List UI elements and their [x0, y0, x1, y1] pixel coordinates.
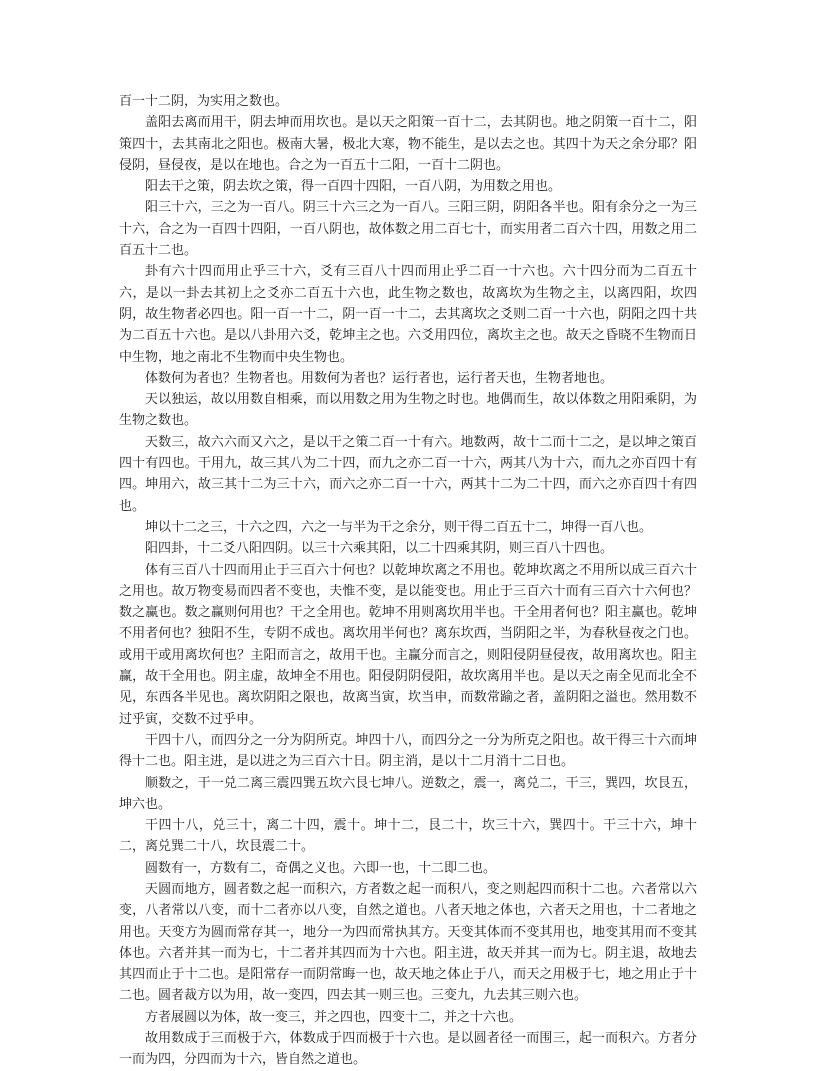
paragraph-4: 阳三十六，三之为一百八。阴三十六三之为一百八。三阳三阴，阴阳各半也。阳有余分之一为三十六，合之为一百四十四阳，一百八阴也，故体数之用二百七十，而实用者二百六十四，用数之用二百五十二也。 — [119, 200, 697, 259]
paragraph-10: 阳四卦，十二爻八阳四阴。以三十六乘其阳，以二十四乘其阴，则三百八十四也。 — [145, 541, 614, 557]
paragraph-2: 盖阳去离而用干，阴去坤而用坎也。是以天之阳策一百十二，去其阴也。地之阴策一百十二，阳策四十，去其南北之阳也。极南大暑，极北大寒，物不能生，是以去之也。其四十为天之余分耶？阳侵阴，昼侵夜，是以在地也。合之为一百五十二阳，一百十二阴也。 — [119, 115, 697, 173]
paragraph-7: 天以独运，故以用数自相乘，而以用数之用为生物之时也。地偶而生，故以体数之用阳乘阴，为生物之数也。 — [119, 392, 697, 429]
paragraph-18: 故用数成于三而极于六，体数成于四而极于十六也。是以圆者径一而围三，起一而积六。方者分一而为四，分四而为十六，皆自然之道也。 — [119, 1031, 697, 1068]
paragraph-3: 阳去干之策，阴去坎之策，得一百四十四阳，一百八阴，为用数之用也。 — [145, 179, 562, 195]
paragraph-6: 体数何为者也？生物者也。用数何为者也？运行者也，运行者天也，生物者地也。 — [145, 370, 614, 386]
paragraph-12: 干四十八，而四分之一分为阴所克。坤四十八，而四分之一分为所克之阳也。故干得三十六而坤得十二也。阳主进，是以进之为三百六十日。阴主消，是以十二月消十二日也。 — [119, 732, 697, 770]
paragraph-15: 圆数有一，方数有二，奇偶之义也。六即一也，十二即二也。 — [145, 860, 497, 876]
paragraph-17: 方者展圆以为体，故一变三，并之四也，四变十二，并之十六也。 — [145, 1009, 523, 1025]
paragraph-13: 顺数之，干一兑二离三震四巽五坎六艮七坤八。逆数之，震一，离兑二，干三，巽四，坎艮五，坤六也。 — [119, 775, 697, 812]
paragraph-14: 干四十八，兑三十，离二十四，震十。坤十二，艮二十，坎三十六，巽四十。干三十六，坤十二，离兑巽二十八，坎艮震二十。 — [119, 818, 697, 855]
paragraph-8: 天数三，故六六而又六之，是以干之策二百一十有六。地数两，故十二而十二之，是以坤之策百四十有四也。干用九，故三其八为二十四，而九之亦二百一十六，两其八为十六，而九之亦百四十有四。坤用六，故三其十二为三十六，而六之亦二百一十六，两其十二为二十四，而六之亦百四十有四也。 — [119, 434, 697, 514]
paragraph-1: 百一十二阴，为实用之数也。 — [119, 94, 289, 109]
paragraph-9: 坤以十二之三，十六之四，六之一与半为干之余分，则干得二百五十二，坤得一百八也。 — [145, 519, 653, 535]
paragraph-16: 天圆而地方，圆者数之起一而积六，方者数之起一而积八，变之则起四而积十二也。六者常以六变，八者常以八变，而十二者亦以八变，自然之道也。八者天地之体也，六者天之用也，十二者地之用也。天变方为圆而常存其一，地分一为四而常执其方。天变其体而不变其用也，地变其用而不变其体也。六者并其一而为七，十二者并其四而为十六也。阳主进，故天并其一而为七。阴主退，故地去其四而止于十二也。是阳常存一而阴常晦一也，故天地之体止于八，而天之用极于七，地之用止于十二也。圆者裁方以为用，故一变四，四去其一则三也。三变九，九去其三则六也。 — [119, 881, 697, 1004]
document-page — [119, 91, 697, 1071]
paragraph-11: 体有三百八十四而用止于三百六十何也？以乾坤坎离之不用也。乾坤坎离之不用所以成三百六十之用也。故万物变易而四者不变也，夫惟不变，是以能变也。用止于三百六十而有三百六十六何也？数之赢也。数之赢则何用也？干之全用也。乾坤不用则离坎用半也。干全用者何也？阳主赢也。乾坤不用者何也？独阳不生，专阴不成也。离坎用半何也？离东坎西，当阴阳之半，为春秋昼夜之门也。或用干或用离坎何也？主阳而言之，故用干也。主赢分而言之，则阳侵阴昼侵夜，故用离坎也。阳主赢，故干全用也。阴主虚，故坤全不用也。阳侵阴阴侵阳，故坎离用半也。是以天之南全见而北全不见，东西各半见也。离坎阴阳之限也，故离当寅，坎当申，而数常踰之者，盖阴阳之溢也。然用数不过乎寅，交数不过乎申。 — [119, 562, 697, 727]
paragraph-5: 卦有六十四而用止乎三十六，爻有三百八十四而用止乎二百一十六也。六十四分而为二百五十六，是以一卦去其初上之爻亦二百五十六也，此生物之数也，故离坎为生物之主，以离四阳，坎四阴，故生物者必四也。阳一百一十二，阴一百一十二，去其离坎之爻则二百一十六也，阴阳之四十共为二百五十六也。是以八卦用六爻，乾坤主之也。六爻用四位，离坎主之也。故天之昏晓不生物而日中生物，地之南北不生物而中央生物也。 — [119, 264, 697, 365]
